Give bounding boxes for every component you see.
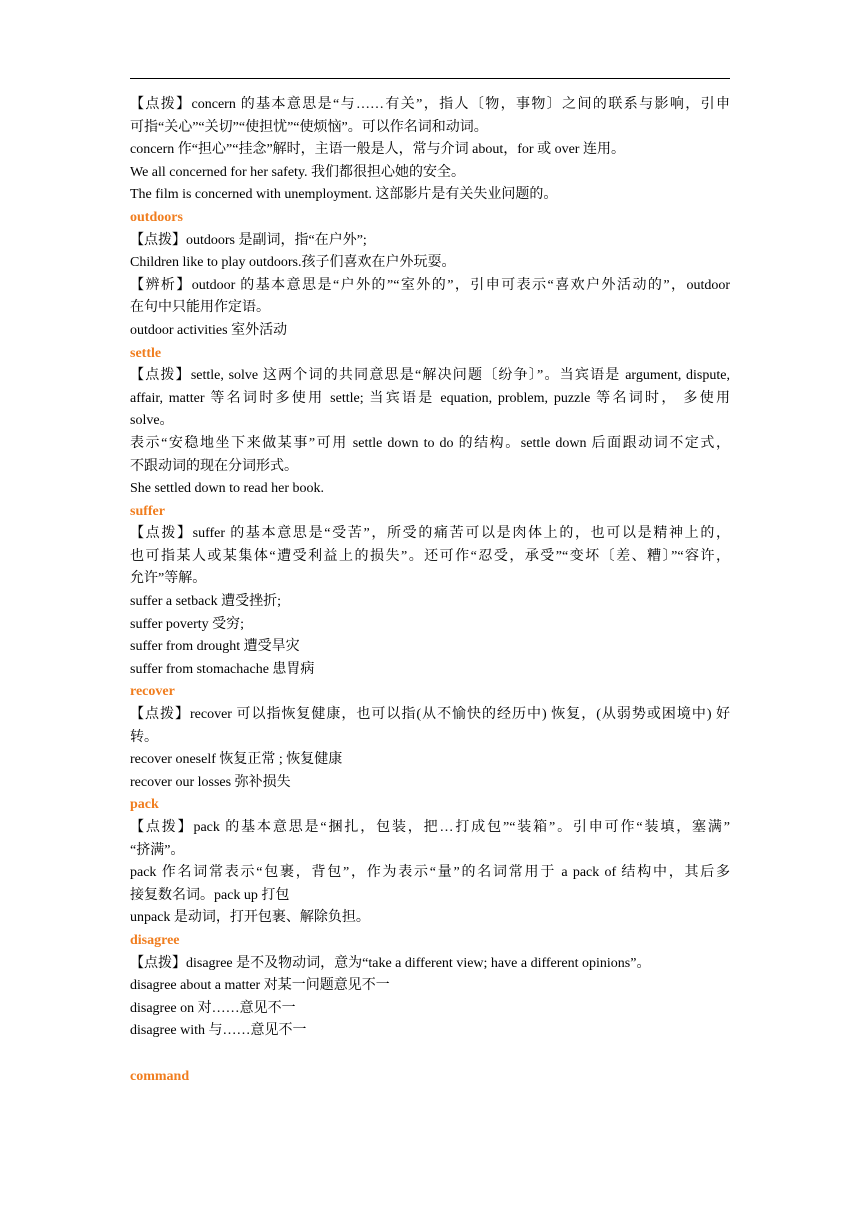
body-line: 【点拨】disagree 是不及物动词，意为“take a different view; have a different opinions”。 (130, 955, 651, 971)
body-line: unpack 是动词，打开包裹、解除负担。 (130, 910, 370, 926)
body-line: 【点拨】settle, solve 这两个词的共同意思是“解决问题〔纷争〕”。当宾语是 argument, dispute, (130, 368, 730, 384)
body-line: pack 作名词常表示“包裹，背包”，作为表示“量”的名词常用于 a pack of 结构中，其后多 (130, 865, 730, 881)
body-line: affair, matter 等名词时多使用 settle; 当宾语是 equation, problem, puzzle 等名词时， 多使用 (130, 390, 730, 406)
phrase-line: disagree on 对……意见不一 (130, 1000, 296, 1016)
example-sentence: The film is concerned with unemployment. 这部影片是有关失业问题的。 (130, 187, 558, 203)
body-line: 表示“安稳地坐下来做某事”可用 settle down to do 的结构。settle down 后面跟动词不定式， (130, 435, 730, 451)
body-line: 【点拨】outdoors 是副词，指“在户外”; (130, 232, 367, 248)
body-line: 接复数名词。pack up 打包 (130, 887, 290, 903)
word-heading-command: command (130, 1068, 190, 1084)
body-line: 可指“关心”“关切”“使担忧”“使烦恼”。可以作名词和动词。 (130, 119, 488, 135)
phrase-line: recover our losses 弥补损失 (130, 774, 291, 790)
body-line: 在句中只能用作定语。 (130, 300, 270, 316)
phrase-line: outdoor activities 室外活动 (130, 322, 288, 338)
word-heading-recover: recover (130, 684, 175, 700)
phrase-line: disagree about a matter 对某一问题意见不一 (130, 978, 390, 994)
phrase-line: disagree with 与……意见不一 (130, 1023, 307, 1039)
word-heading-pack: pack (130, 797, 159, 813)
body-line: “挤满”。 (130, 842, 185, 858)
word-heading-settle: settle (130, 345, 162, 361)
word-heading-outdoors: outdoors (130, 209, 183, 225)
body-line: 【点拨】recover 可以指恢复健康，也可以指(从不愉快的经历中) 恢复，(从弱势或困境中) 好 (130, 707, 730, 723)
example-sentence: She settled down to read her book. (130, 481, 325, 497)
example-sentence: Children like to play outdoors.孩子们喜欢在户外玩耍。 (130, 255, 456, 271)
body-line: 转。 (130, 729, 158, 745)
body-line: 【点拨】suffer 的基本意思是“受苦”，所受的痛苦可以是肉体上的，也可以是精神上的， (130, 526, 730, 542)
blank-line (130, 1043, 730, 1066)
phrase-line: suffer from stomachache 患胃病 (130, 661, 315, 677)
body-line: solve。 (130, 413, 174, 429)
body-line: concern 作“担心”“挂念”解时，主语一般是人，常与介词 about，for 或 over 连用。 (130, 142, 625, 158)
phrase-line: recover oneself 恢复正常 ; 恢复健康 (130, 752, 343, 768)
body-line: 【点拨】pack 的基本意思是“捆扎，包装，把…打成包”“装箱”。引申可作“装填，塞满” (130, 820, 730, 835)
body-line: 【辨析】outdoor 的基本意思是“户外的”“室外的”，引申可表示“喜欢户外活动的”，outdoor (130, 277, 730, 293)
word-heading-disagree: disagree (130, 932, 180, 948)
body-line: 也可指某人或某集体“遭受利益上的损失”。还可作“忍受，承受”“变坏〔差、糟〕”“容许， (130, 548, 730, 564)
header-rule (130, 78, 730, 79)
body-line: 【点拨】concern 的基本意思是“与……有关”，指人〔物，事物〕之间的联系与影响，引申 (130, 97, 730, 112)
word-heading-suffer: suffer (130, 503, 165, 519)
phrase-line: suffer from drought 遭受旱灾 (130, 639, 300, 655)
example-sentence: We all concerned for her safety. 我们都很担心她的安全。 (130, 164, 466, 180)
document-body (130, 94, 730, 1088)
body-line: 不跟动词的现在分词形式。 (130, 458, 298, 474)
phrase-line: suffer a setback 遭受挫折; (130, 594, 281, 610)
body-line: 允许”等解。 (130, 571, 207, 587)
phrase-line: suffer poverty 受穷; (130, 616, 245, 632)
